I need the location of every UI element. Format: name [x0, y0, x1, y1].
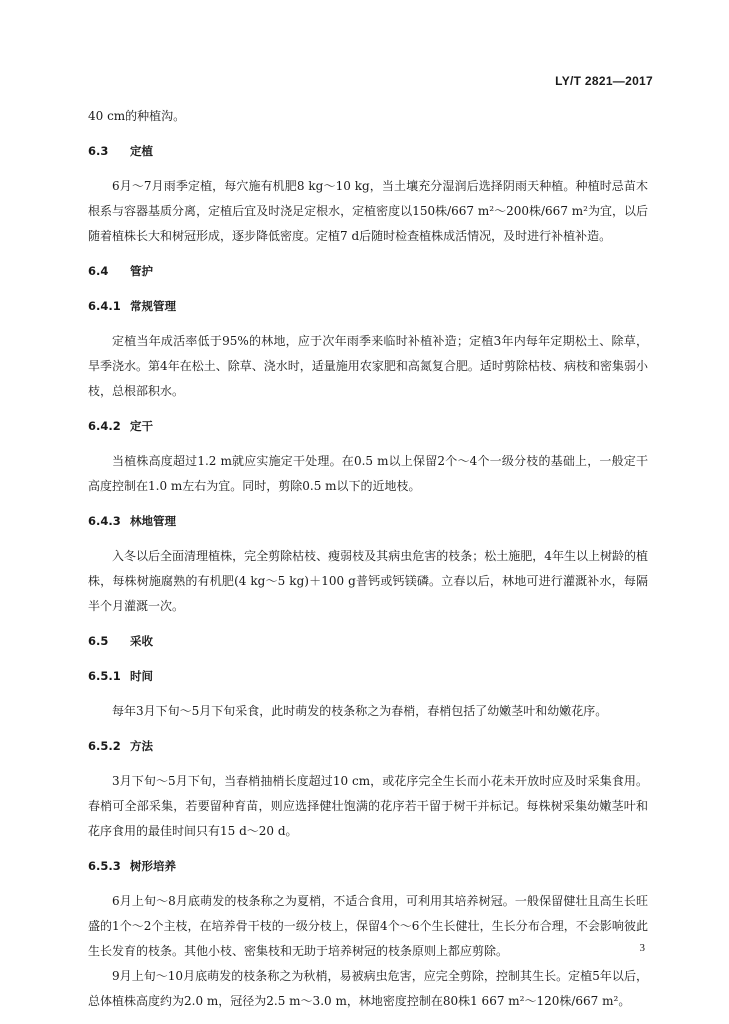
section-number: 6.4.1 [88, 299, 121, 313]
section-6-5 [88, 629, 648, 664]
document-body [88, 104, 648, 1014]
section-6-5-3 [88, 854, 648, 1014]
section-heading [88, 664, 648, 689]
section-title: 定植 [130, 144, 153, 158]
section-title: 采收 [130, 634, 153, 648]
section-heading [88, 259, 648, 284]
section-heading [88, 854, 648, 879]
section-number: 6.4.3 [88, 514, 121, 528]
section-paragraph: 6月～7月雨季定植，每穴施有机肥8 kg～10 kg，当土壤充分湿润后选择阴雨天种植。种植时忌苗木根系与容器基质分离，定植后宜及时浇足定根水，定植密度以150株/667 m²～200株/667 m²为宜，以后随着植株长大和树冠形成，逐步降低密度。定植7 d后随时检查植株成活情况，及时进行补植补造。 [88, 179, 648, 243]
section-heading [88, 414, 648, 439]
section-number: 6.5.3 [88, 859, 121, 873]
section-title: 树形培养 [130, 859, 176, 873]
section-heading [88, 509, 648, 534]
section-paragraph: 每年3月下旬～5月下旬采食，此时萌发的枝条称之为春梢，春梢包括了幼嫩茎叶和幼嫩花序。 [112, 704, 608, 718]
section-number: 6.4.2 [88, 419, 121, 433]
section-title: 常规管理 [130, 299, 176, 313]
section-number: 6.5.1 [88, 669, 121, 683]
section-6-4-2 [88, 414, 648, 509]
section-number: 6.5 [88, 634, 109, 648]
section-6-5-2 [88, 734, 648, 854]
section-6-4-3 [88, 509, 648, 629]
continuation-text: 40 cm的种植沟。 [88, 109, 186, 123]
page-number: 3 [639, 942, 645, 954]
section-paragraph: 定植当年成活率低于95%的林地，应于次年雨季来临时补植补造；定植3年内每年定期松土、除草，旱季浇水。第4年在松土、除草、浇水时，适量施用农家肥和高氮复合肥。适时剪除枯枝、病枝和密集弱小枝，总根部积水。 [88, 334, 648, 398]
section-title: 定干 [130, 419, 153, 433]
section-title: 方法 [130, 739, 153, 753]
section-paragraph: 9月上旬～10月底萌发的枝条称之为秋梢，易被病虫危害，应完全剪除，控制其生长。定植5年以后，总体植株高度约为2.0 m，冠径为2.5 m～3.0 m，林地密度控制在80株1 667 m²～120株/667 m²。 [88, 969, 648, 1008]
section-paragraph: 入冬以后全面清理植株，完全剪除枯枝、瘦弱枝及其病虫危害的枝条；松土施肥，4年生以上树龄的植株，每株树施腐熟的有机肥(4 kg～5 kg)＋100 g普钙或钙镁磷。立春以后，林地可进行灌溉补水，每隔半个月灌溉一次。 [88, 549, 648, 613]
section-number: 6.4 [88, 264, 109, 278]
section-title: 管护 [130, 264, 153, 278]
section-number: 6.5.2 [88, 739, 121, 753]
section-6-4-1 [88, 294, 648, 414]
section-6-3 [88, 139, 648, 259]
section-title: 时间 [130, 669, 153, 683]
section-heading [88, 629, 648, 654]
section-number: 6.3 [88, 144, 109, 158]
section-paragraph: 3月下旬～5月下旬，当春梢抽梢长度超过10 cm，或花序完全生长而小花未开放时应及时采集食用。春梢可全部采集，若要留种育苗，则应选择健壮饱满的花序若干留于树干并标记。每株树采集幼嫩茎叶和花序食用的最佳时间只有15 d～20 d。 [88, 774, 648, 838]
section-heading [88, 294, 648, 319]
section-heading [88, 734, 648, 759]
section-heading [88, 139, 648, 164]
section-paragraph: 6月上旬～8月底萌发的枝条称之为夏梢，不适合食用，可利用其培养树冠。一般保留健壮且高生长旺盛的1个～2个主枝，在培养骨干枝的一级分枝上，保留4个～6个生长健壮，生长分布合理，不会影响彼此生长发育的枝条。其他小枝、密集枝和无助于培养树冠的枝条原则上都应剪除。 [88, 894, 648, 958]
section-paragraph: 当植株高度超过1.2 m就应实施定干处理。在0.5 m以上保留2个～4个一级分枝的基础上，一般定干高度控制在1.0 m左右为宜。同时，剪除0.5 m以下的近地枝。 [88, 454, 648, 493]
section-6-5-1 [88, 664, 648, 734]
section-title: 林地管理 [130, 514, 176, 528]
standard-code: LY/T 2821—2017 [555, 74, 653, 88]
section-6-4 [88, 259, 648, 294]
